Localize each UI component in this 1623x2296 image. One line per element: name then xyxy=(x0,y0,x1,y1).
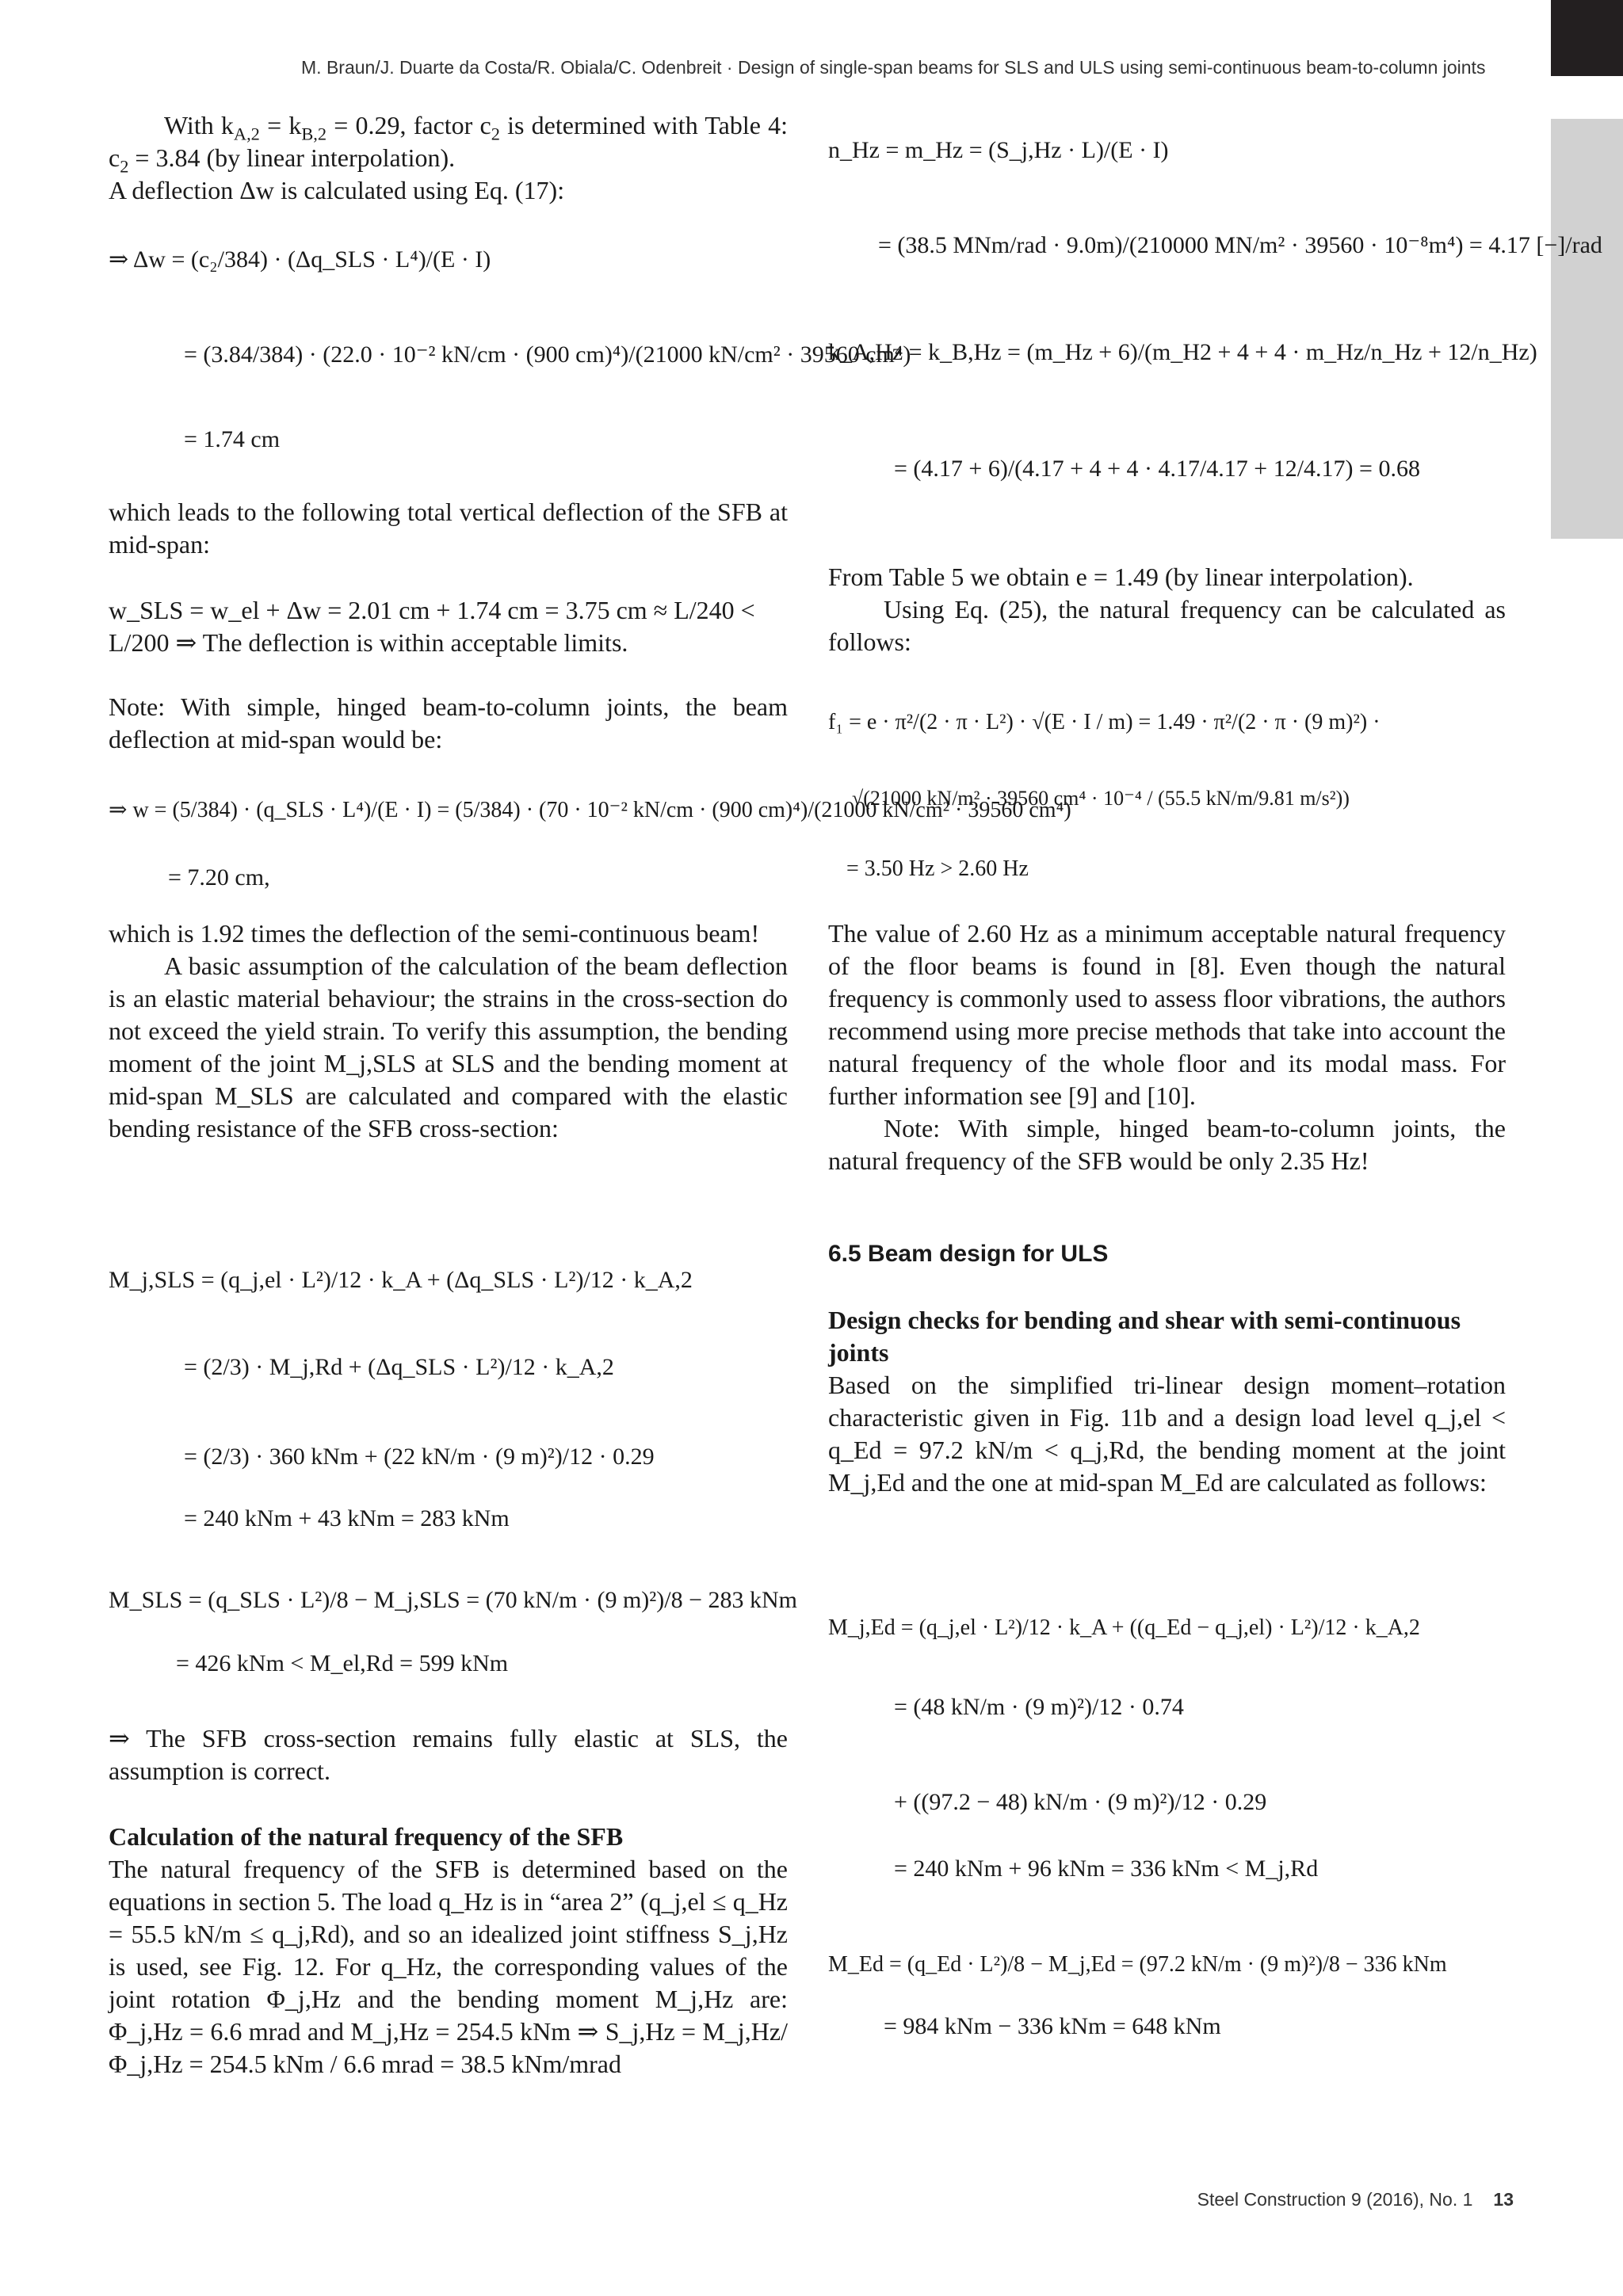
equation-delta-w-3: = 1.74 cm xyxy=(184,426,281,452)
paragraph-minimum-frequency: The value of 2.60 Hz as a minimum acceptable natural frequency of the floor beams is found in [8]. Even though the natural frequency is commonly used to assess floor vibrations, the authors recommend using more precise methods that take into account the natural frequency of the whole floor and its modal mass. For further information see [9] and [10]. Note: With simple, hinged beam-to-column joints, the natural frequency of the SFB would be only 2.35 Hz! xyxy=(828,919,1506,1175)
equation-delta-w-2: = (3.84/384) · (22.0 · 10⁻² kN/cm · (900 cm)⁴)/(21000 kN/cm² · 39560 cm⁴) xyxy=(184,341,911,368)
paragraph-design-basis: Based on the simplified tri-linear design moment–rotation characteristic given in Fig. 11b and a design load level q_j,el < q_Ed = 97.2 kN/m < q_j,Rd, the bending moment at the joint M_j,Ed and the one at mid-span M_Ed are calculated as follows: xyxy=(828,1371,1506,1497)
page-number: 13 xyxy=(1493,2189,1514,2210)
equation-k-hz-2: = (4.17 + 6)/(4.17 + 4 + 4 · 4.17/4.17 + 12/4.17) = 0.68 xyxy=(894,456,1420,482)
paragraph-total-deflection: which leads to the following total vertical deflection of the SFB at mid-span: xyxy=(109,498,788,559)
paragraph-note-hinged: Note: With simple, hinged beam-to-column joints, the beam deflection at mid-span would be: xyxy=(109,692,788,753)
equation-mj-ed-3: + ((97.2 − 48) kN/m · (9 m)²)/12 · 0.29 xyxy=(894,1789,1267,1815)
paragraph-semi-continuous: which is 1.92 times the deflection of the semi-continuous beam! A basic assumption of the calculation of the beam deflection is an elastic material behaviour; the strains in the cross-section do not exceed the yield strain. To verify this assumption, the bending moment of the joint M_j,SLS at SLS and the bending moment at mid-span M_SLS are calculated and compared with the elastic bending resistance of the SFB cross-section: xyxy=(109,919,788,1142)
equation-k-hz-1: k_A,Hz = k_B,Hz = (m_Hz + 6)/(m_H2 + 4 + 4 · m_Hz/n_Hz + 12/n_Hz) xyxy=(828,339,1537,365)
paragraph-natural-frequency: The natural frequency of the SFB is determined based on the equations in section 5. The load q_Hz is in “area 2” (q_j,el ≤ q_Hz = 55.5 kN/m ≤ q_j,Rd), and so an idealized joint stiffness S_j,Hz is used, see Fig. 12. For q_Hz, the corresponding values of the joint rotation Φ_j,Hz and the bending moment M_j,Hz are: Φ_j,Hz = 6.6 mrad and M_j,Hz = 254.5 kNm ⇒ S_j,Hz = M_j,Hz/Φ_j,Hz = 254.5 kNm / 6.6 mrad = 38.5 kNm/mrad xyxy=(109,1855,788,2078)
equation-w-hinged-2: = 7.20 cm, xyxy=(168,864,270,891)
equation-w-sls-1: w_SLS = w_el + Δw = 2.01 cm + 1.74 cm = 3.75 cm ≈ L/240 < xyxy=(109,596,755,624)
page-tab-grey xyxy=(1551,119,1623,539)
heading-natural-frequency: Calculation of the natural frequency of the SFB xyxy=(109,1822,624,1851)
equation-mj-sls-1: M_j,SLS = (q_j,el · L²)/12 · k_A + (Δq_SLS · L²)/12 · k_A,2 xyxy=(109,1267,693,1293)
heading-design-checks: Design checks for bending and shear with semi-continuous joints xyxy=(828,1306,1461,1367)
page-tab-dark xyxy=(1551,0,1623,76)
section-heading-6-5: 6.5 Beam design for ULS xyxy=(828,1241,1109,1267)
equation-mj-sls-3: = (2/3) · 360 kNm + (22 kN/m · (9 m)²)/12 · 0.29 xyxy=(184,1444,655,1470)
equation-n-hz-2: = (38.5 MNm/rad · 9.0m)/(210000 MN/m² · 39560 · 10⁻⁸m⁴) = 4.17 [−]/rad xyxy=(878,232,1602,258)
equation-m-ed-2: = 984 kNm − 336 kNm = 648 kNm xyxy=(884,2013,1221,2039)
running-header: M. Braun/J. Duarte da Costa/R. Obiala/C. Odenbreit · Design of single-span beams for SLS and ULS using semi-continuous beam-to-column joints xyxy=(301,57,1486,78)
equation-mj-sls-4: = 240 kNm + 43 kNm = 283 kNm xyxy=(184,1505,510,1531)
equation-mj-ed-4: = 240 kNm + 96 kNm = 336 kNm < M_j,Rd xyxy=(894,1855,1319,1882)
equation-f1-3: = 3.50 Hz > 2.60 Hz xyxy=(846,856,1029,881)
equation-w-hinged-1: ⇒ w = (5/384) · (q_SLS · L⁴)/(E · I) = (5/384) · (70 · 10⁻² kN/cm · (900 cm)⁴)/(21000 kN/cm² · 39560 cm⁴) xyxy=(109,798,1071,822)
equation-w-sls-2: L/200 ⇒ The deflection is within acceptable limits. xyxy=(109,628,628,657)
equation-m-sls-1: M_SLS = (q_SLS · L²)/8 − M_j,SLS = (70 kN/m · (9 m)²)/8 − 283 kNm xyxy=(109,1587,798,1613)
page-footer xyxy=(1157,2189,1514,2210)
equation-mj-ed-1: M_j,Ed = (q_j,el · L²)/12 · k_A + ((q_Ed − q_j,el) · L²)/12 · k_A,2 xyxy=(828,1615,1420,1640)
paragraph-table5: From Table 5 we obtain e = 1.49 (by linear interpolation). Using Eq. (25), the natural frequency can be calculated as follows: xyxy=(828,563,1506,656)
equation-m-ed-1: M_Ed = (q_Ed · L²)/8 − M_j,Ed = (97.2 kN/m · (9 m)²)/8 − 336 kNm xyxy=(828,1952,1447,1977)
equation-f1-1: f₁ = e · π²/(2 · π · L²) · √(E · I / m) = 1.49 · π²/(2 · π · (9 m)²) · xyxy=(828,710,1381,734)
equation-n-hz-1: n_Hz = m_Hz = (S_j,Hz · L)/(E · I) xyxy=(828,137,1169,163)
equation-m-sls-2: = 426 kNm < M_el,Rd = 599 kNm xyxy=(176,1650,509,1676)
intro-paragraph: With $k_{A,2} = k_{B,2} = 0.29$, factor $c_2$ is determined with Table 4: $c_2 = 3.84$ (by linear interpolation). A deflection Δw is calculated using Eq. (17): xyxy=(109,111,789,204)
equation-f1-2: √(21000 kN/m² · 39560 cm⁴ · 10⁻⁴ / (55.5 kN/m/9.81 m/s²)) xyxy=(852,787,1350,810)
journal-citation: Steel Construction 9 (2016), No. 1 xyxy=(1197,2189,1473,2210)
equation-mj-ed-2: = (48 kN/m · (9 m)²)/12 · 0.74 xyxy=(894,1694,1184,1720)
equation-delta-w-1: ⇒ Δw = (c₂/384) · (Δq_SLS · L⁴)/(E · I) xyxy=(109,246,491,273)
paragraph-elastic-check: ⇒ The SFB cross-section remains fully elastic at SLS, the assumption is correct. xyxy=(109,1724,788,1785)
equation-mj-sls-2: = (2/3) · M_j,Rd + (Δq_SLS · L²)/12 · k_A,2 xyxy=(184,1354,614,1380)
